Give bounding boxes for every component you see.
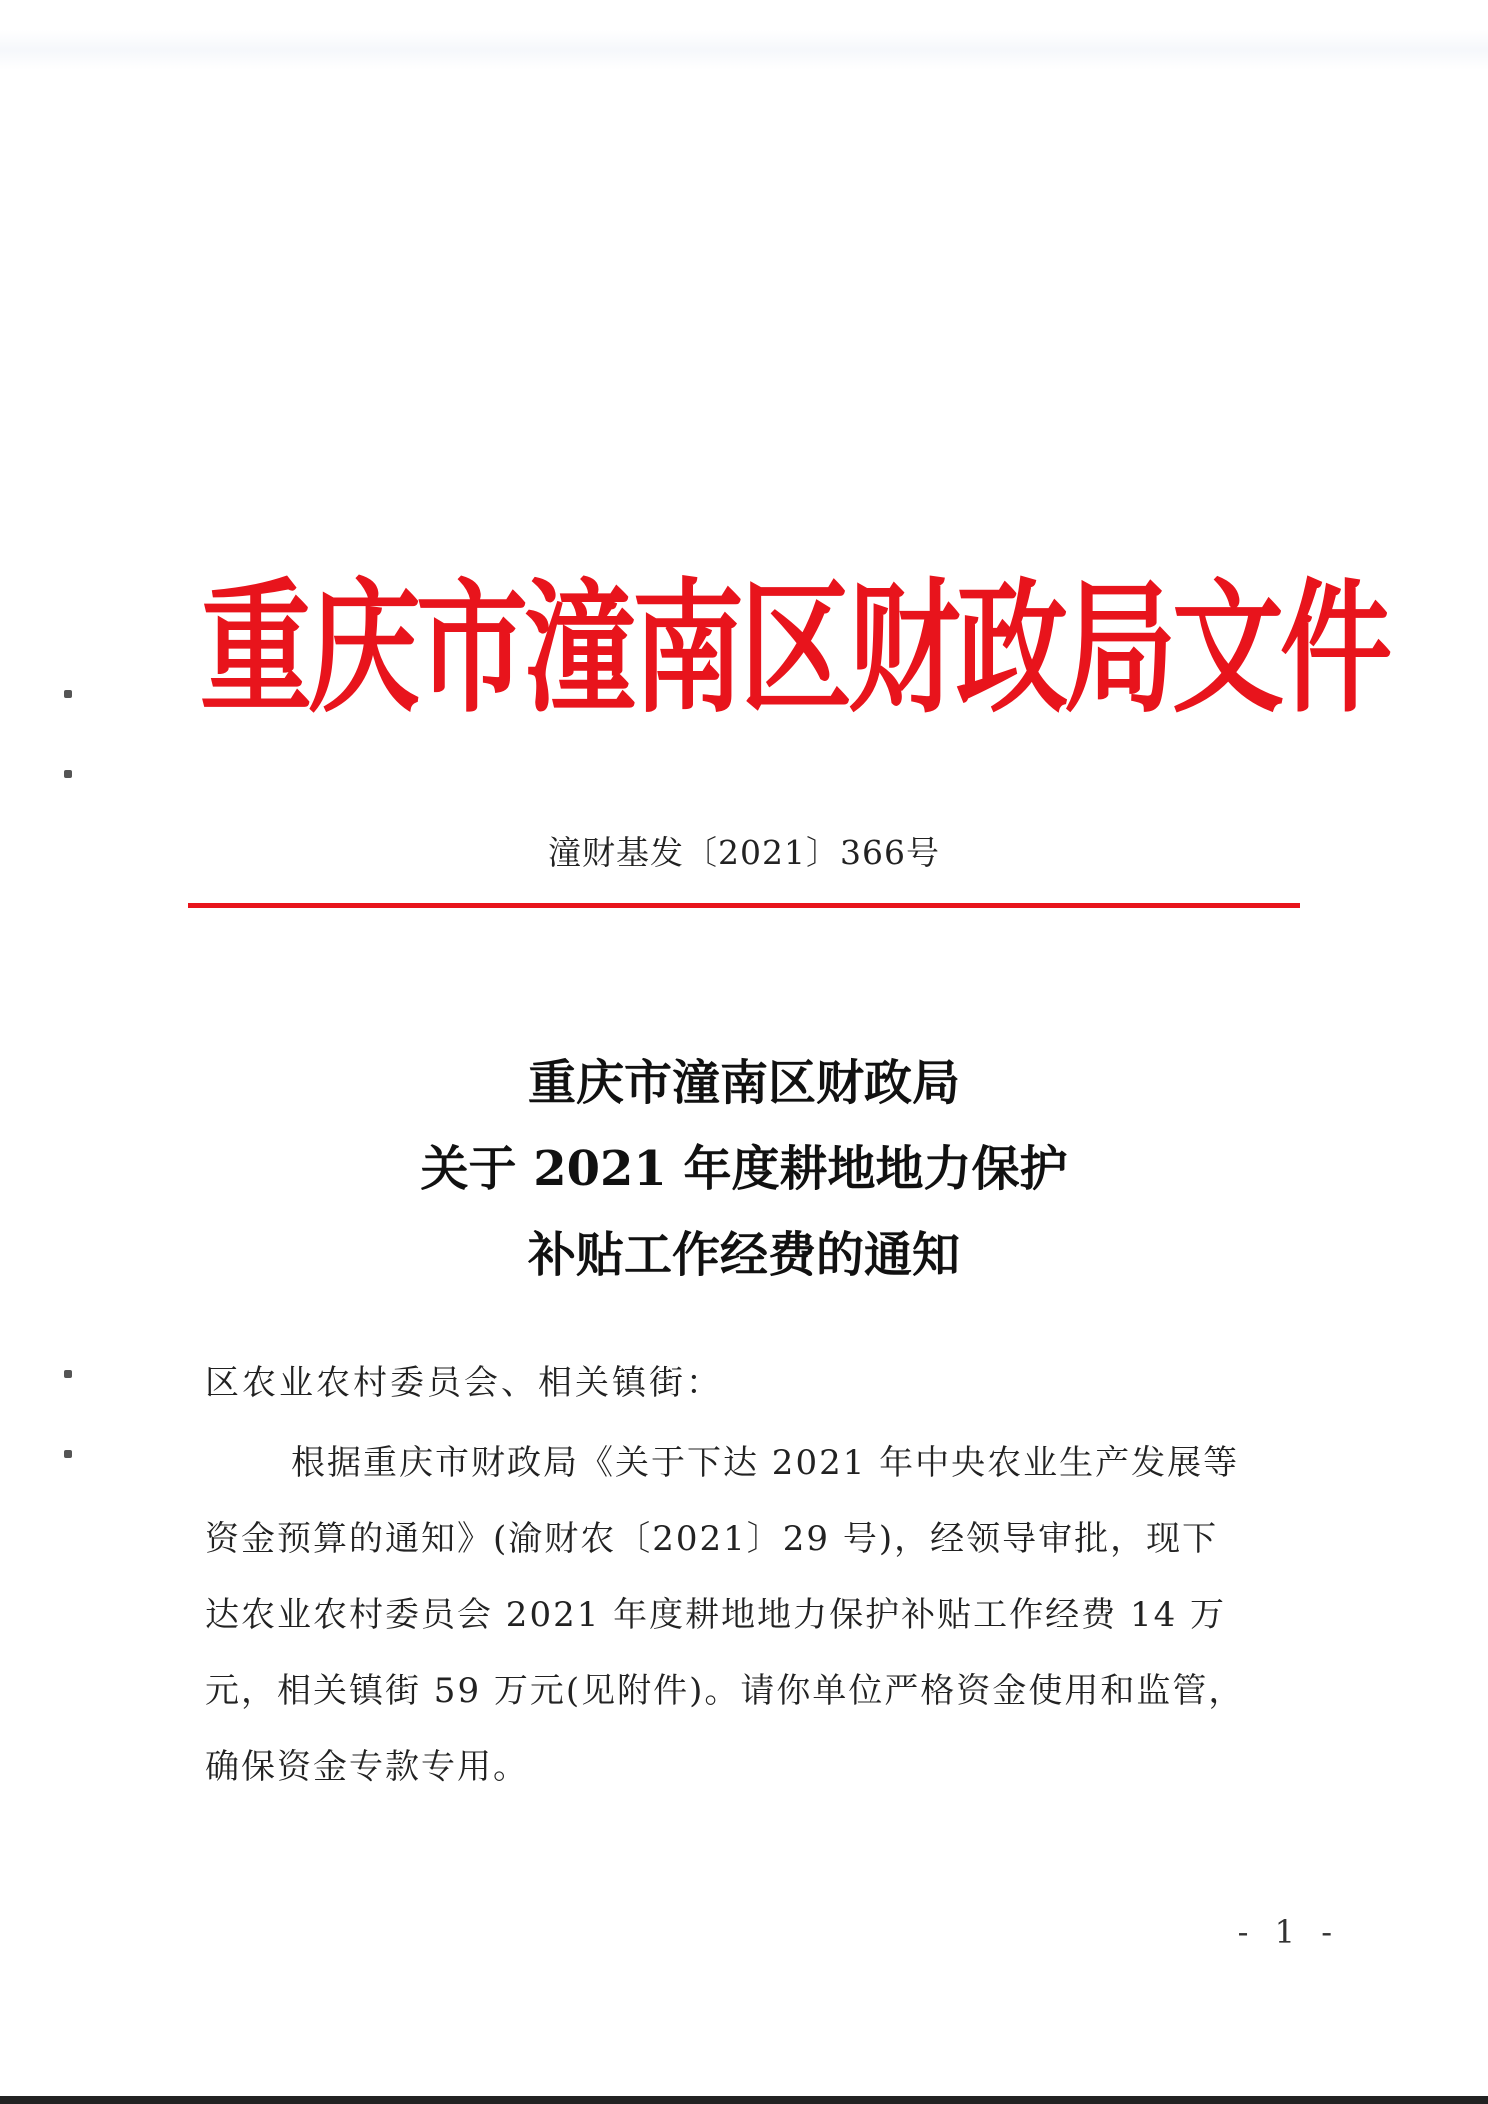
body-line: 元，相关镇街 59 万元(见附件)。请你单位严格资金使用和监管， (205, 1671, 1245, 1711)
red-divider-line (188, 903, 1300, 908)
binding-hole-mark (64, 690, 72, 698)
binding-hole-mark (64, 770, 72, 778)
body-line: 达农业农村委员会 2021 年度耕地地力保护补贴工作经费 14 万 (205, 1595, 1227, 1635)
document-number: 潼财基发〔2021〕366号 (548, 833, 940, 872)
page-number: - 1 - (1237, 1913, 1340, 1951)
binding-hole-mark (64, 1450, 72, 1458)
notice-title (0, 1040, 1488, 1298)
body-line: 根据重庆市财政局《关于下达 2021 年中央农业生产发展等 (291, 1443, 1240, 1483)
recipient-line: 区农业农村委员会、相关镇街： (205, 1363, 723, 1403)
notice-title-line: 补贴工作经费的通知 (527, 1227, 960, 1283)
binding-hole-mark (64, 1370, 72, 1378)
body-line: 资金预算的通知》(渝财农〔2021〕29 号)，经领导审批，现下 (205, 1519, 1219, 1559)
body-line: 确保资金专款专用。 (205, 1747, 529, 1787)
notice-title-line: 关于 2021 年度耕地地力保护 (420, 1141, 1068, 1197)
body-paragraph (205, 1425, 1305, 1805)
scan-bottom-edge (0, 2096, 1488, 2104)
notice-title-line: 重庆市潼南区财政局 (527, 1055, 960, 1111)
scan-artifact (0, 30, 1488, 70)
issuer-header-title: 重庆市潼南区财政局文件 (200, 565, 1388, 733)
